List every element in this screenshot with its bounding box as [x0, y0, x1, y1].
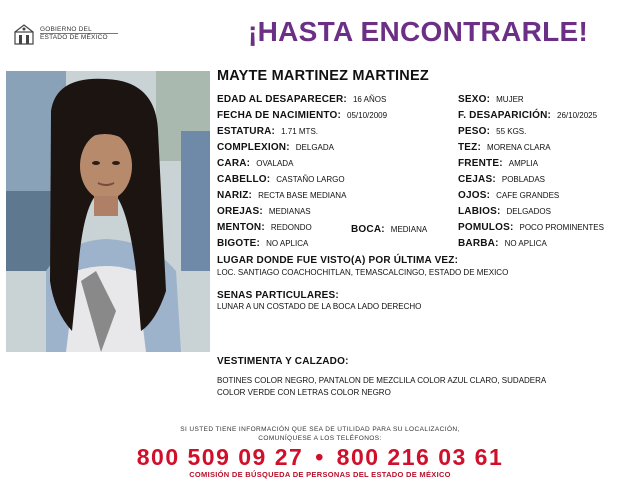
senas-heading: SENAS PARTICULARES:	[217, 290, 339, 301]
phone-numbers	[0, 444, 640, 471]
state-emblem-icon	[12, 22, 36, 46]
lugar-value: LOC. SANTIAGO COACHOCHITLAN, TEMASCALCINGO, ESTADO DE MEXICO	[217, 268, 509, 277]
field-nacimiento: FECHA DE NACIMIENTO: 05/10/2009	[217, 110, 388, 121]
field-sexo: SEXO: MUJER	[458, 94, 524, 105]
lugar-heading: LUGAR DONDE FUE VISTO(A) POR ÚLTIMA VEZ:	[217, 255, 459, 266]
vestimenta-heading: VESTIMENTA Y CALZADO:	[217, 356, 349, 367]
field-desaparicion: F. DESAPARICIÓN: 26/10/2025	[458, 110, 598, 121]
field-barba: BARBA: NO APLICA	[458, 238, 547, 249]
field-nariz: NARIZ: RECTA BASE MEDIANA	[217, 190, 347, 201]
field-orejas: OREJAS: MEDIANAS	[217, 206, 311, 217]
field-peso: PESO: 55 KGS.	[458, 126, 527, 137]
phone-number-1[interactable]: 800 509 09 27	[136, 444, 304, 470]
footer-info-line-1: SI USTED TIENE INFORMACIÓN QUE SEA DE UTILIDAD PARA SU LOCALIZACIÓN,	[180, 426, 460, 433]
field-complexion: COMPLEXION: DELGADA	[217, 142, 334, 153]
senas-value: LUNAR A UN COSTADO DE LA BOCA LADO DERECHO	[217, 302, 422, 311]
logo-line-1: GOBIERNO DEL	[40, 26, 92, 33]
phone-number-2[interactable]: 800 216 03 61	[336, 444, 504, 470]
field-cara: CARA: OVALADA	[217, 158, 294, 169]
footer-info-line-2: COMUNÍQUESE A LOS TELÉFONOS:	[258, 435, 382, 442]
field-edad: EDAD AL DESAPARECER: 16 AÑOS	[217, 94, 387, 105]
field-menton: MENTON: REDONDO	[217, 222, 312, 233]
field-pomulos: POMULOS: POCO PROMINENTES	[458, 222, 604, 233]
portrait-illustration	[6, 71, 210, 352]
page-headline: ¡HASTA ENCONTRARLE!	[248, 16, 589, 47]
commission-name: COMISIÓN DE BÚSQUEDA DE PERSONAS DEL ESTADO DE MÉXICO	[189, 470, 451, 479]
field-cabello: CABELLO: CASTAÑO LARGO	[217, 174, 345, 185]
state-government-logo	[12, 20, 122, 50]
vestimenta-line-2: COLOR VERDE CON LETRAS COLOR NEGRO	[217, 388, 391, 397]
field-tez: TEZ: MORENA CLARA	[458, 142, 551, 153]
field-cejas: CEJAS: POBLADAS	[458, 174, 546, 185]
vestimenta-line-1: BOTINES COLOR NEGRO, PANTALON DE MEZCLILA COLOR AZUL CLARO, SUDADERA	[217, 376, 547, 385]
field-estatura: ESTATURA: 1.71 MTS.	[217, 126, 318, 137]
field-ojos: OJOS: CAFE GRANDES	[458, 190, 560, 201]
field-labios: LABIOS: DELGADOS	[458, 206, 551, 217]
field-boca: BOCA: MEDIANA	[351, 224, 428, 235]
phone-separator: •	[315, 444, 325, 470]
person-name: MAYTE MARTINEZ MARTINEZ	[217, 68, 429, 84]
field-frente: FRENTE: AMPLIA	[458, 158, 539, 169]
missing-person-photo	[6, 71, 210, 352]
logo-line-2: ESTADO DE MÉXICO	[40, 34, 108, 41]
field-bigote: BIGOTE: NO APLICA	[217, 238, 309, 249]
